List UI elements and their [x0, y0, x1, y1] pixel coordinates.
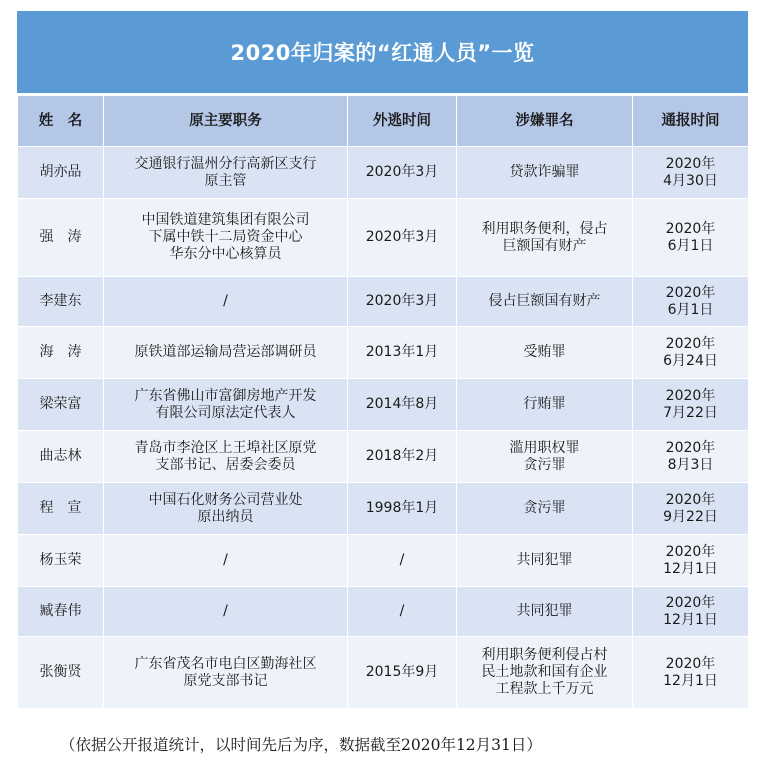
cell-position-line: 有限公司原法定代表人 — [155, 404, 296, 421]
cell-position — [104, 587, 348, 637]
cell-position-line: 交通银行温州分行高新区支行 — [134, 155, 317, 172]
table-body — [18, 147, 749, 709]
cell-position — [104, 277, 348, 327]
cell-notified-line: 7月22日 — [663, 404, 718, 421]
col-header-name: 姓 名 — [18, 96, 104, 147]
cell-position-line: 原铁道部运输局营运部调研员 — [134, 344, 317, 360]
cell-notified-line: 2020年 — [665, 284, 716, 301]
cell-charge-line: 滥用职权罪 — [509, 439, 580, 456]
cell-position-line: 中国石化财务公司营业处 — [148, 491, 303, 508]
cell-name: 梁荣富 — [18, 379, 104, 431]
cell-charge-line: 民土地款和国有企业 — [481, 664, 608, 680]
table-row — [18, 483, 749, 535]
cell-charge-line: 贪污罪 — [523, 456, 566, 473]
cell-notified-line: 12月1日 — [663, 611, 718, 628]
col-header-charge: 涉嫌罪名 — [457, 96, 633, 147]
cell-charge-line: 侵占巨额国有财产 — [488, 293, 601, 309]
cell-fled: 2015年9月 — [348, 637, 457, 709]
cell-fled: 1998年1月 — [348, 483, 457, 535]
cell-position-line: 下属中铁十二局资金中心 — [148, 229, 303, 245]
cell-charge-line: 共同犯罪 — [516, 603, 573, 619]
cell-position-line: / — [223, 293, 228, 309]
cell-notified-line: 9月22日 — [663, 508, 718, 525]
cell-name: 李建东 — [18, 277, 104, 327]
table-row — [18, 637, 749, 709]
cell-charge — [457, 535, 633, 587]
cell-charge — [457, 637, 633, 709]
cell-charge — [457, 587, 633, 637]
cell-notified — [633, 637, 749, 709]
table-row — [18, 587, 749, 637]
cell-notified-line: 12月1日 — [663, 672, 718, 689]
cell-charge-line: 受贿罪 — [523, 344, 566, 360]
cell-position-line: 青岛市李沧区上王埠社区原党 — [134, 439, 317, 456]
cell-charge-line: 行贿罪 — [523, 396, 566, 412]
cell-fled: 2020年3月 — [348, 147, 457, 199]
cell-charge — [457, 483, 633, 535]
cell-charge-line: 利用职务便利侵占村 — [481, 647, 608, 663]
table-header-row — [18, 96, 749, 147]
table-row — [18, 277, 749, 327]
cell-notified-line: 2020年 — [665, 387, 716, 404]
fugitives-table — [17, 95, 749, 709]
table-row — [18, 327, 749, 379]
cell-position — [104, 199, 348, 277]
cell-notified — [633, 199, 749, 277]
cell-notified — [633, 483, 749, 535]
cell-charge — [457, 147, 633, 199]
cell-position-line: 原党支部书记 — [183, 672, 268, 689]
cell-position — [104, 637, 348, 709]
col-header-fled: 外逃时间 — [348, 96, 457, 147]
cell-name: 海 涛 — [18, 327, 104, 379]
cell-notified-line: 8月3日 — [667, 456, 714, 473]
cell-name: 臧春伟 — [18, 587, 104, 637]
table-row — [18, 199, 749, 277]
cell-name: 曲志林 — [18, 431, 104, 483]
cell-position-line: 原出纳员 — [197, 508, 254, 525]
table-row — [18, 379, 749, 431]
cell-position-line: / — [223, 603, 228, 619]
cell-position — [104, 535, 348, 587]
cell-position — [104, 483, 348, 535]
cell-notified — [633, 431, 749, 483]
cell-position — [104, 431, 348, 483]
cell-charge — [457, 379, 633, 431]
cell-notified-line: 6月1日 — [667, 301, 714, 318]
col-header-position: 原主要职务 — [104, 96, 348, 147]
cell-notified — [633, 277, 749, 327]
cell-name: 杨玉荣 — [18, 535, 104, 587]
cell-position — [104, 327, 348, 379]
cell-charge — [457, 277, 633, 327]
cell-notified-line: 2020年 — [665, 594, 716, 611]
cell-charge-line: 巨额国有财产 — [502, 237, 587, 254]
cell-charge-line: 贪污罪 — [523, 500, 566, 516]
cell-notified — [633, 379, 749, 431]
cell-name: 张衡贤 — [18, 637, 104, 709]
cell-notified — [633, 147, 749, 199]
cell-charge-line: 贷款诈骗罪 — [509, 164, 580, 180]
cell-position-line: 原主管 — [204, 172, 247, 189]
cell-notified-line: 2020年 — [665, 439, 716, 456]
cell-notified-line: 2020年 — [665, 491, 716, 508]
cell-name: 程 宣 — [18, 483, 104, 535]
cell-charge — [457, 199, 633, 277]
cell-position-line: 广东省佛山市富御房地产开发 — [134, 387, 317, 404]
cell-fled: 2020年3月 — [348, 199, 457, 277]
cell-notified — [633, 587, 749, 637]
cell-notified-line: 4月30日 — [663, 172, 718, 189]
table-row — [18, 535, 749, 587]
cell-fled: 2020年3月 — [348, 277, 457, 327]
cell-notified-line: 6月1日 — [667, 237, 714, 254]
cell-fled: 2014年8月 — [348, 379, 457, 431]
cell-position-line: 支部书记、居委会委员 — [155, 456, 296, 473]
cell-fled: 2013年1月 — [348, 327, 457, 379]
cell-charge-line: 利用职务便利，侵占 — [481, 220, 608, 237]
cell-position — [104, 379, 348, 431]
cell-notified — [633, 327, 749, 379]
cell-position-line: 中国铁道建筑集团有限公司 — [141, 212, 310, 228]
cell-position-line: 华东分中心核算员 — [169, 246, 282, 262]
cell-name: 胡亦品 — [18, 147, 104, 199]
table-row — [18, 147, 749, 199]
cell-position-line: / — [223, 552, 228, 568]
cell-notified — [633, 535, 749, 587]
footnote: （依据公开报道统计，以时间先后为序，数据截至2020年12月31日） — [60, 736, 542, 754]
table-title: 2020年归案的“红通人员”一览 — [230, 41, 535, 65]
cell-notified-line: 2020年 — [665, 335, 716, 352]
cell-charge-line: 共同犯罪 — [516, 552, 573, 568]
cell-position-line: 广东省茂名市电白区勤海社区 — [134, 655, 317, 672]
cell-notified-line: 12月1日 — [663, 560, 718, 577]
cell-notified-line: 2020年 — [665, 155, 716, 172]
cell-fled: 2018年2月 — [348, 431, 457, 483]
cell-charge-line: 工程款上千万元 — [495, 681, 594, 697]
cell-name: 强 涛 — [18, 199, 104, 277]
cell-fled: / — [348, 587, 457, 637]
cell-fled: / — [348, 535, 457, 587]
cell-notified-line: 2020年 — [665, 543, 716, 560]
table-row — [18, 431, 749, 483]
col-header-notified: 通报时间 — [633, 96, 749, 147]
cell-notified-line: 2020年 — [665, 220, 716, 237]
cell-notified-line: 6月24日 — [663, 352, 718, 369]
cell-position — [104, 147, 348, 199]
table-title-bar — [17, 11, 748, 93]
cell-charge — [457, 327, 633, 379]
cell-charge — [457, 431, 633, 483]
cell-notified-line: 2020年 — [665, 655, 716, 672]
